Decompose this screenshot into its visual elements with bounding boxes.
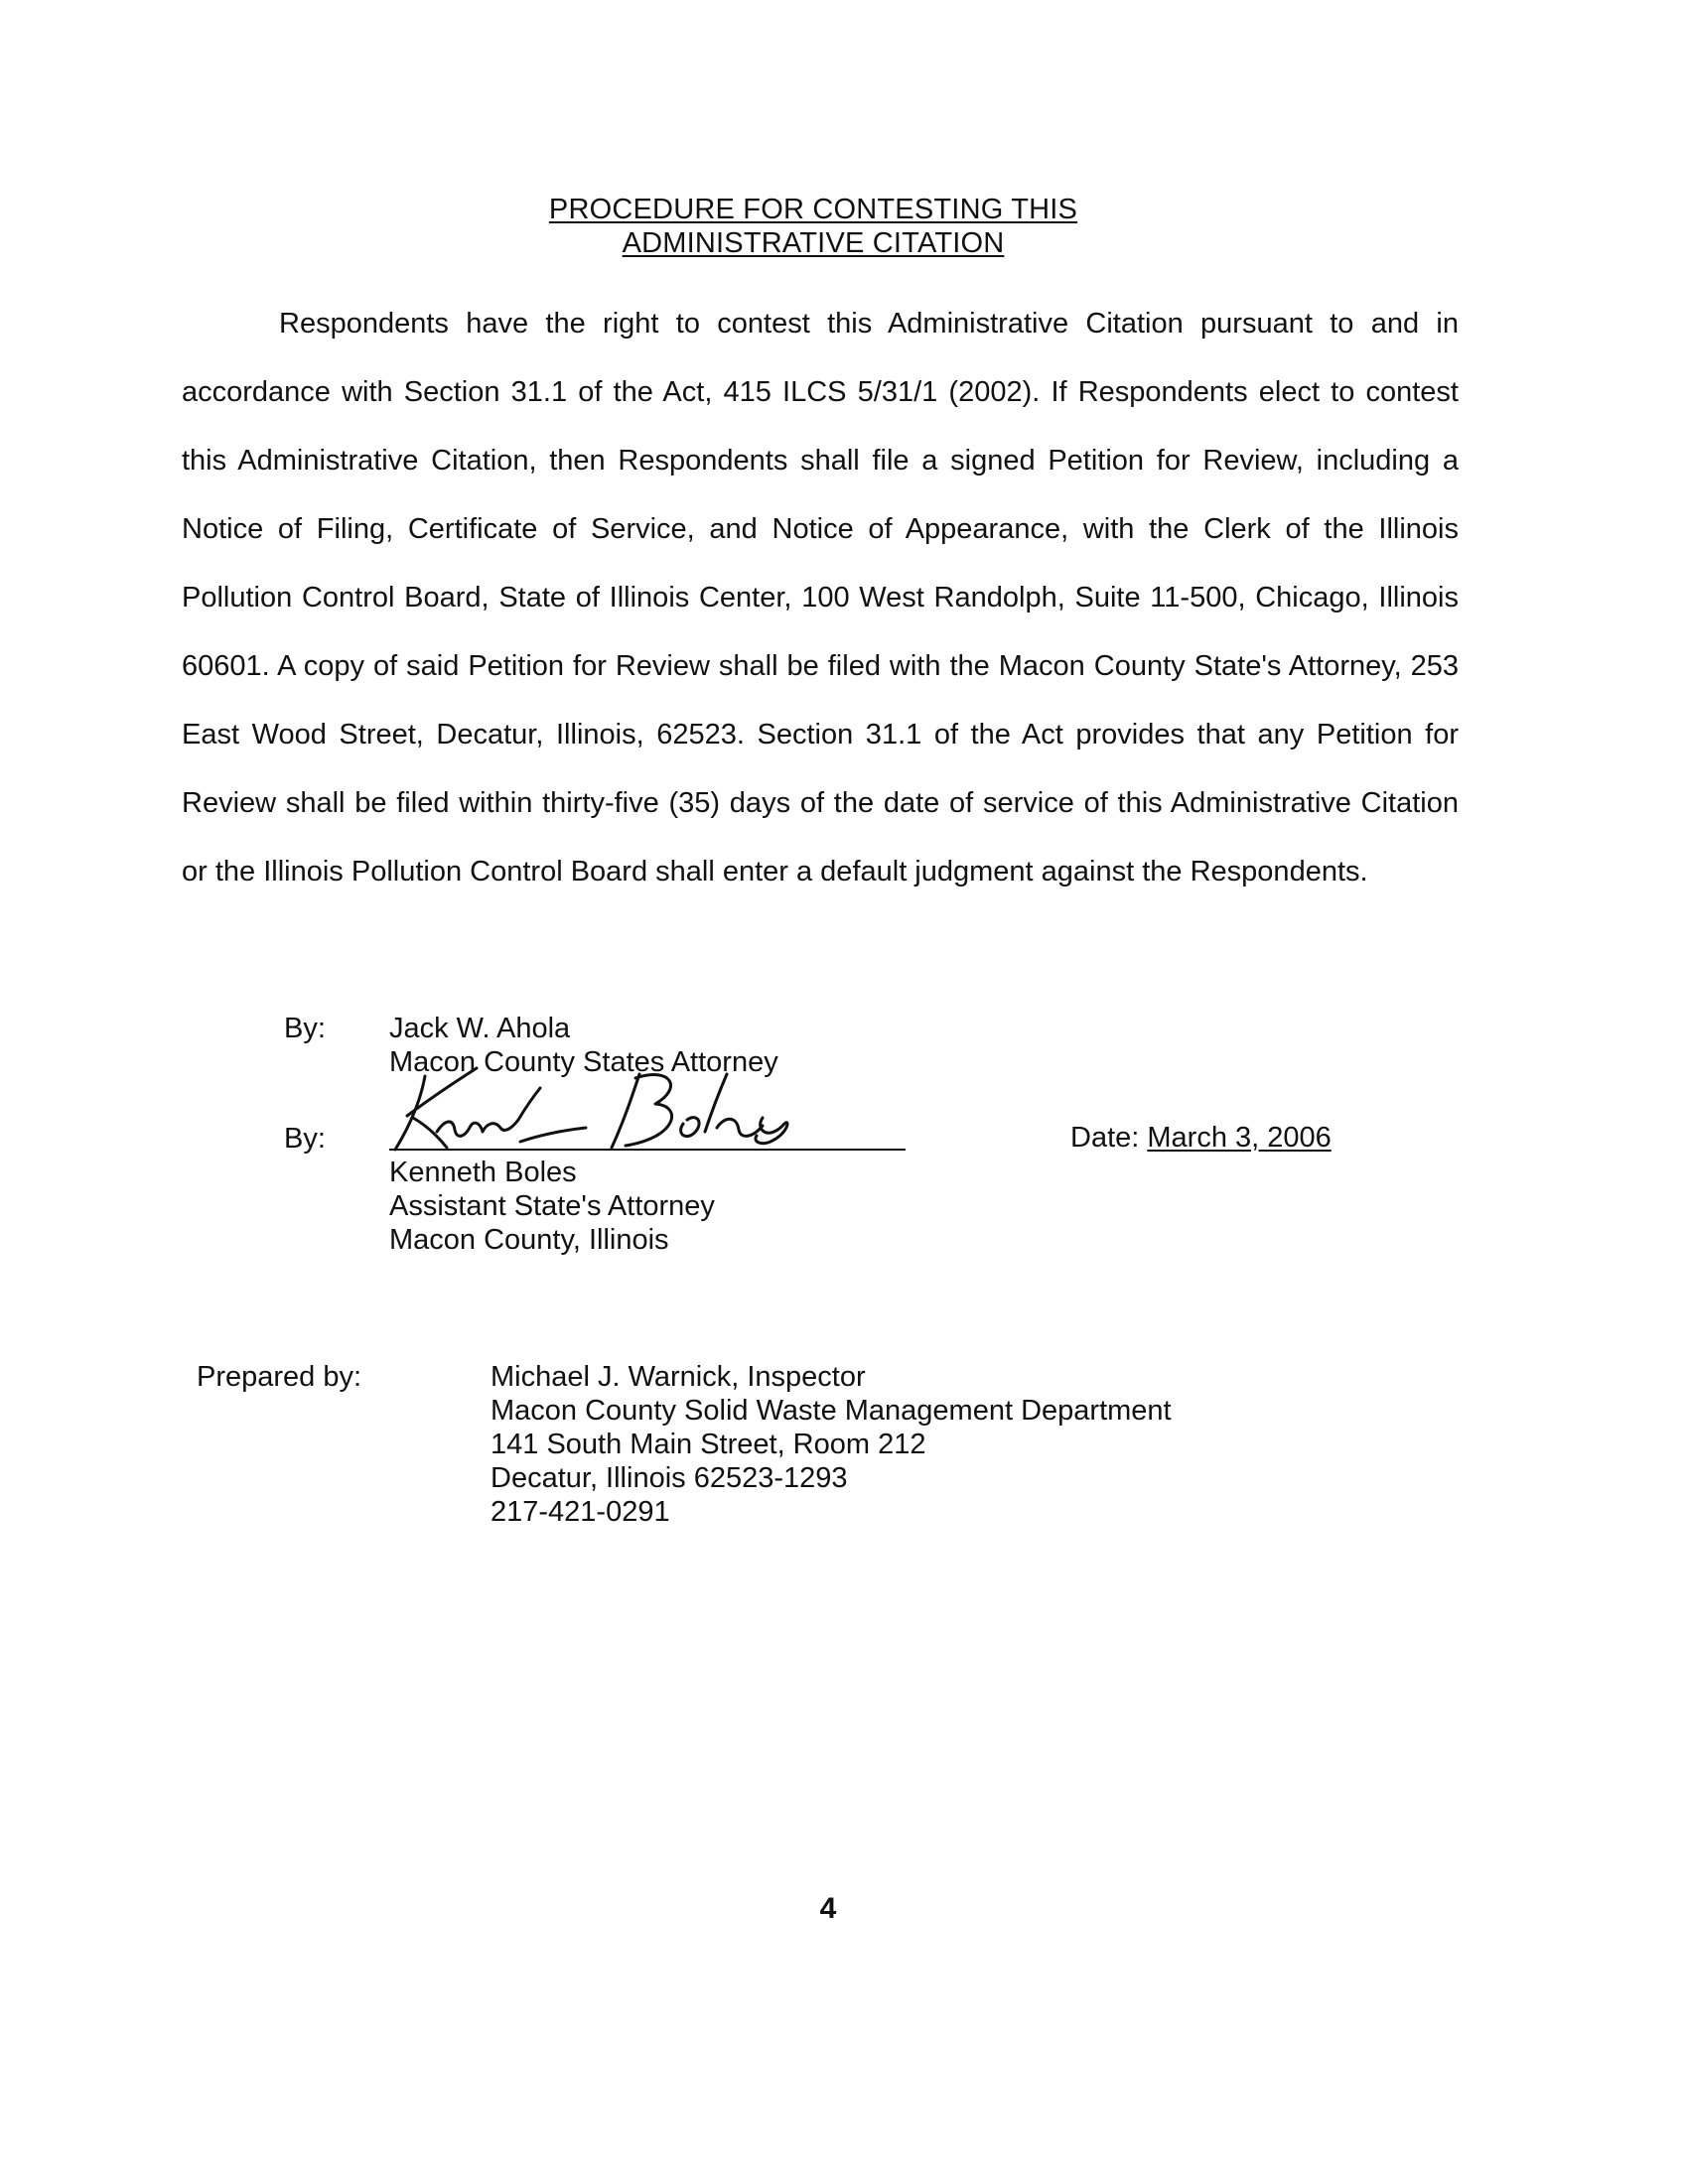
signer-county: Macon County, Illinois [389, 1224, 669, 1256]
heading-line-1: PROCEDURE FOR CONTESTING THIS [548, 194, 1078, 225]
handwritten-signature [373, 1058, 810, 1158]
by-label-2: By: [284, 1123, 326, 1155]
signer-title: Assistant State's Attorney [389, 1190, 715, 1222]
signature-line [389, 1149, 906, 1151]
preparer-line: Macon County Solid Waste Management Department [491, 1395, 1172, 1427]
signer-name: Kenneth Boles [389, 1157, 577, 1188]
heading-line-2: ADMINISTRATIVE CITATION [622, 227, 1005, 259]
preparer-line: Michael J. Warnick, Inspector [491, 1361, 866, 1393]
document-heading [0, 193, 1626, 260]
signature-date [1070, 1121, 1332, 1155]
page-number: 4 [819, 1892, 837, 1925]
preparer-line: Decatur, Illinois 62523-1293 [491, 1462, 848, 1494]
prepared-by-label: Prepared by: [197, 1361, 362, 1393]
by-label-1: By: [284, 1013, 326, 1044]
date-label: Date: [1070, 1122, 1140, 1154]
preparer-block [491, 1360, 1172, 1529]
preparer-line: 217-421-0291 [491, 1496, 670, 1528]
procedure-paragraph: Respondents have the right to contest this Administrative Citation pursuant to and in accordance with Section 31.1 of the Act, 415 ILCS 5/31/1 (2002). If Respondents elect to contest this Administrative Citation, then Respondents shall file a signed Petition for Review, including a Notice of Filing, Certificate of Service, and Notice of Appearance, with the Clerk of the Illinois Pollution Control Board, State of Illinois Center, 100 West Randolph, Suite 11-500, Chicago, Illinois 60601. A copy of said Petition for Review shall be filed with the Macon County State's Attorney, 253 East Wood Street, Decatur, Illinois, 62523. Section 31.1 of the Act provides that any Petition for Review shall be filed within thirty-five (35) days of the date of service of this Administrative Citation or the Illinois Pollution Control Board shall enter a default judgment against the Respondents. [182, 308, 1459, 887]
attorney-title: Macon County States Attorney [389, 1046, 778, 1078]
signer-block [389, 1156, 715, 1257]
attorney-name: Jack W. Ahola [389, 1013, 571, 1044]
preparer-line: 141 South Main Street, Room 212 [491, 1429, 926, 1460]
date-value: March 3, 2006 [1147, 1122, 1332, 1154]
